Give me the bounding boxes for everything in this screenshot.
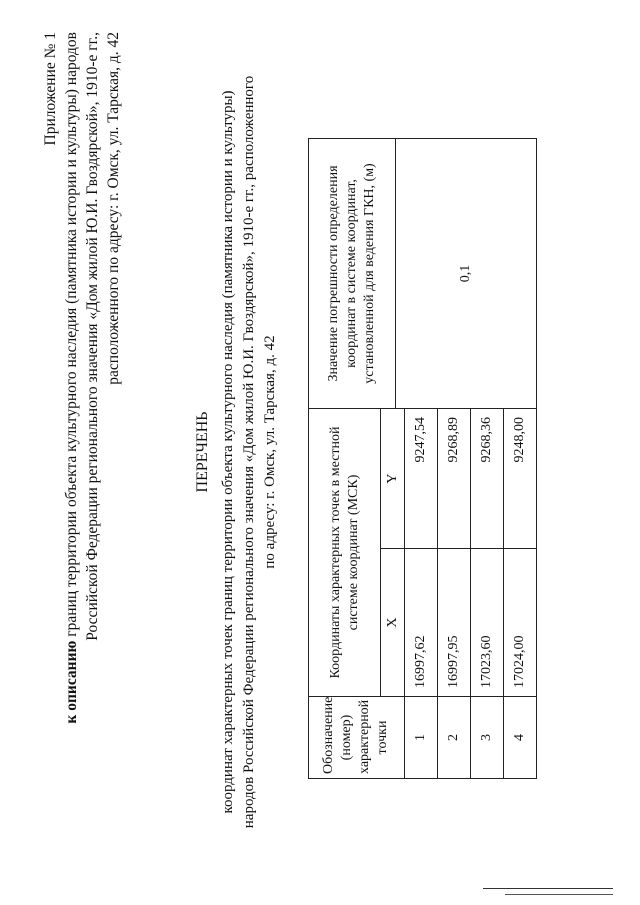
point-number: 2 [437,697,470,779]
footer-divider [483,888,613,889]
coord-y: 9268,36 [470,408,503,548]
point-number: 4 [503,697,536,779]
coord-y: 9248,00 [503,408,536,548]
appendix-bold-prefix: к описанию [63,640,80,724]
header-y: Y [381,408,405,548]
coord-x: 17023,60 [470,549,503,697]
coord-x: 16997,62 [404,549,437,697]
list-title: ПЕРЕЧЕНЬ [194,411,211,493]
point-number: 1 [404,697,437,779]
rotated-document-sheet [40,32,600,872]
accuracy-header-label: Значение погрешности определения координат в системе координат, установленной для ведения ГКН, (м) [309,139,396,408]
accuracy-value: 0,1 [458,264,473,283]
table-header-row [309,138,381,778]
appendix-description-text: границ территории объекта культурного наследия (памятника истории и культуры) народов [63,32,80,641]
coordinates-table [308,138,537,779]
header-x: X [381,549,405,697]
appendix-number: Приложение № 1 [42,32,59,146]
coord-y: 9268,89 [437,408,470,548]
appendix-description-line-1 [61,32,82,792]
appendix-description-line-3: расположенного по адресу: г. Омск, ул. Тарская, д. 42 [105,32,122,385]
coord-x: 16997,95 [437,549,470,697]
footer-divider-secondary [505,894,613,895]
list-description: координат характерных точек границ территории объекта культурного наследия (памятника истории и культуры) народов Российской Федерации регионального значения «Дом жилой Ю.И. Гвоздярской», 1910-е гг., расположенного по адресу: г. Омск, ул. Тарская, д. 42 [220,75,278,829]
point-number: 3 [470,697,503,779]
header-point-number: Обозначение (номер) характерной точки [309,697,405,779]
header-coordinates: Координаты характерных точек в местной системе координат (МСК) [309,408,381,696]
header-accuracy [309,138,537,408]
appendix-description-line-2: Российской Федерации регионального значения «Дом жилой Ю.И. Гвоздярской», 1910-е гг., [84,32,101,641]
coord-y: 9247,54 [404,408,437,548]
coord-x: 17024,00 [503,549,536,697]
appendix-header [40,32,124,792]
